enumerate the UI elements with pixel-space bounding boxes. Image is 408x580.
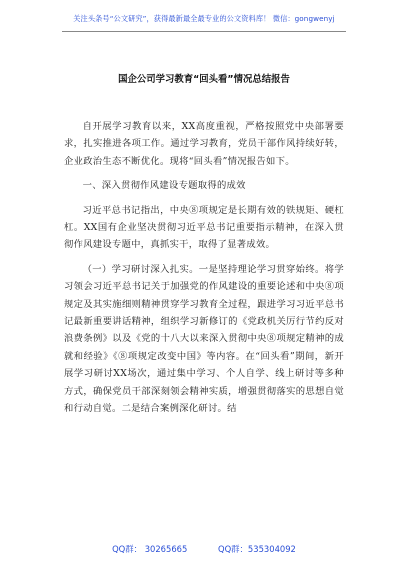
footer-qq-group-2: QQ群：535304092 — [218, 544, 296, 554]
page-footer — [0, 543, 408, 555]
document-body — [64, 118, 344, 418]
page-header-note: 关注头条号“公文研究”，获得最新最全最专业的公文资料库！ 微信：gongwenyj — [73, 14, 335, 23]
footer-qq-group-1: QQ群： 30265665 — [112, 544, 188, 554]
body-paragraph: 习近平总书记指出，中央⑧项规定是长期有效的铁规矩、硬杠杠。XX国有企业坚决贯彻习近平总书记重要指示精神，在深入贯彻作风建设专题中，真抓实干，取得了显著成效。 — [64, 204, 344, 251]
section-heading: 一、深入贯彻作风建设专题取得的成效 — [82, 180, 246, 192]
body-paragraph: （一）学习研讨深入扎实。一是坚持理论学习贯穿始终。将学习领会习近平总书记关于加强党的作风建设的重要论述和中央⑧项规定及其实施细则精神贯穿学习教育全过程，跟进学习习近平总书记最新重要讲话精神，组织学习新修订的《党政机关厉行节约反对浪费条例》以及《党的十八大以来深入贯彻中央⑧项规定精神的成就和经验》《⑧项规定改变中国》等内容。在“回头看”期间，新开展学习研讨XX场次，通过集中学习、个人自学、线上研讨等多种方式，确保党员干部深刻领会精神实质，增强贯彻落实的思想自觉和行动自觉。二是结合案例深化研讨。结 — [64, 263, 344, 415]
header-divider — [62, 31, 346, 32]
document-title: 国企公司学习教育“回头看”情况总结报告 — [118, 74, 290, 85]
intro-paragraph: 自开展学习教育以来，XX高度重视，严格按照党中央部署要求，扎实推进各项工作。通过学习教育，党员干部作风持续好转，企业政治生态不断优化。现将“回头看”情况报告如下。 — [64, 121, 344, 167]
